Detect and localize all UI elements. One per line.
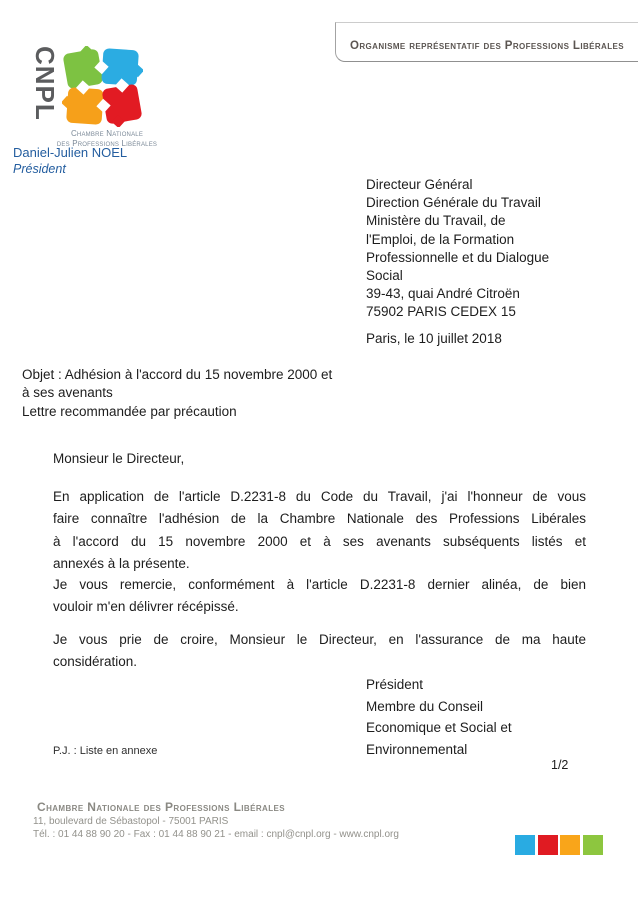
page-number: 1/2 [551,758,569,772]
recipient-line: Social [366,268,403,284]
body-paragraph-1 [53,486,586,575]
recipient-line: 75902 PARIS CEDEX 15 [366,304,516,320]
body-line: En application de l'article D.2231-8 du Code du Travail, j'ai l'honneur de vous [53,489,586,504]
body-line: considération. [53,654,138,670]
cnpl-acronym: CNPL [30,46,60,121]
sender-block [13,145,127,177]
signature-line: Président [366,677,424,692]
recipient-line: Direction Générale du Travail [366,195,541,211]
cnpl-puzzle-icon [62,46,143,127]
wordmark-line2: des Professions Libérales [56,138,158,148]
body-line: Je vous remercie, conformément à l'article D.2231-8 dernier alinéa, de bien [53,577,586,592]
footer-org-name: Chambre Nationale des Professions Libérales [37,800,285,814]
wordmark-line1: Chambre Nationale [70,129,144,138]
footer-block [33,800,399,840]
square-blue [515,835,535,855]
signature-line: Economique et Social et [366,720,512,736]
square-red [538,835,558,855]
subject-line: Objet : Adhésion à l'accord du 15 novembre 2000 et [22,367,333,382]
salutation: Monsieur le Directeur, [53,451,185,466]
body-line: à l'accord du 15 novembre 2000 et à ses avenants subséquents listés et [53,533,586,549]
recipient-line: Ministère du Travail, de [366,213,506,229]
sender-name: Daniel-Julien NOEL [13,145,128,160]
body-paragraph-2 [53,574,586,619]
sender-title: Président [13,162,66,176]
subject-line: Lettre recommandée par précaution [22,403,237,419]
footer-address: 11, boulevard de Sébastopol - 75001 PARIS [33,815,229,827]
recipient-line: Directeur Général [366,177,473,192]
subject-line: à ses avenants [22,385,113,401]
body-paragraph-3 [53,629,586,674]
body-line: annexés à la présente. [53,555,190,571]
square-orange [560,835,580,855]
signature-line: Membre du Conseil [366,698,484,714]
body-line: vouloir m'en délivrer récépissé. [53,599,239,615]
attachment-note: P.J. : Liste en annexe [53,745,158,757]
footer-contact: Tél. : 01 44 88 90 20 - Fax : 01 44 88 90 21 - email : cnpl@cnpl.org - www.cnpl.org [33,828,399,840]
subject-block [22,366,332,421]
org-banner [335,22,638,62]
cnpl-logo [30,45,170,151]
recipient-block [366,176,549,322]
footer-color-squares [515,835,603,855]
signature-line: Environnemental [366,741,468,757]
recipient-line: l'Emploi, de la Formation [366,231,515,247]
body-line: Je vous prie de croire, Monsieur le Directeur, en l'assurance de ma haute [53,632,586,647]
date-line: Paris, le 10 juillet 2018 [366,331,502,346]
body-line: faire connaître l'adhésion de la Chambre Nationale des Professions Libérales [53,511,586,527]
org-banner-text: Organisme représentatif des Professions Libérales [350,40,624,52]
recipient-line: Professionnelle et du Dialogue [366,249,550,265]
square-green [583,835,603,855]
signature-block [366,674,512,760]
recipient-line: 39-43, quai André Citroën [366,286,520,302]
